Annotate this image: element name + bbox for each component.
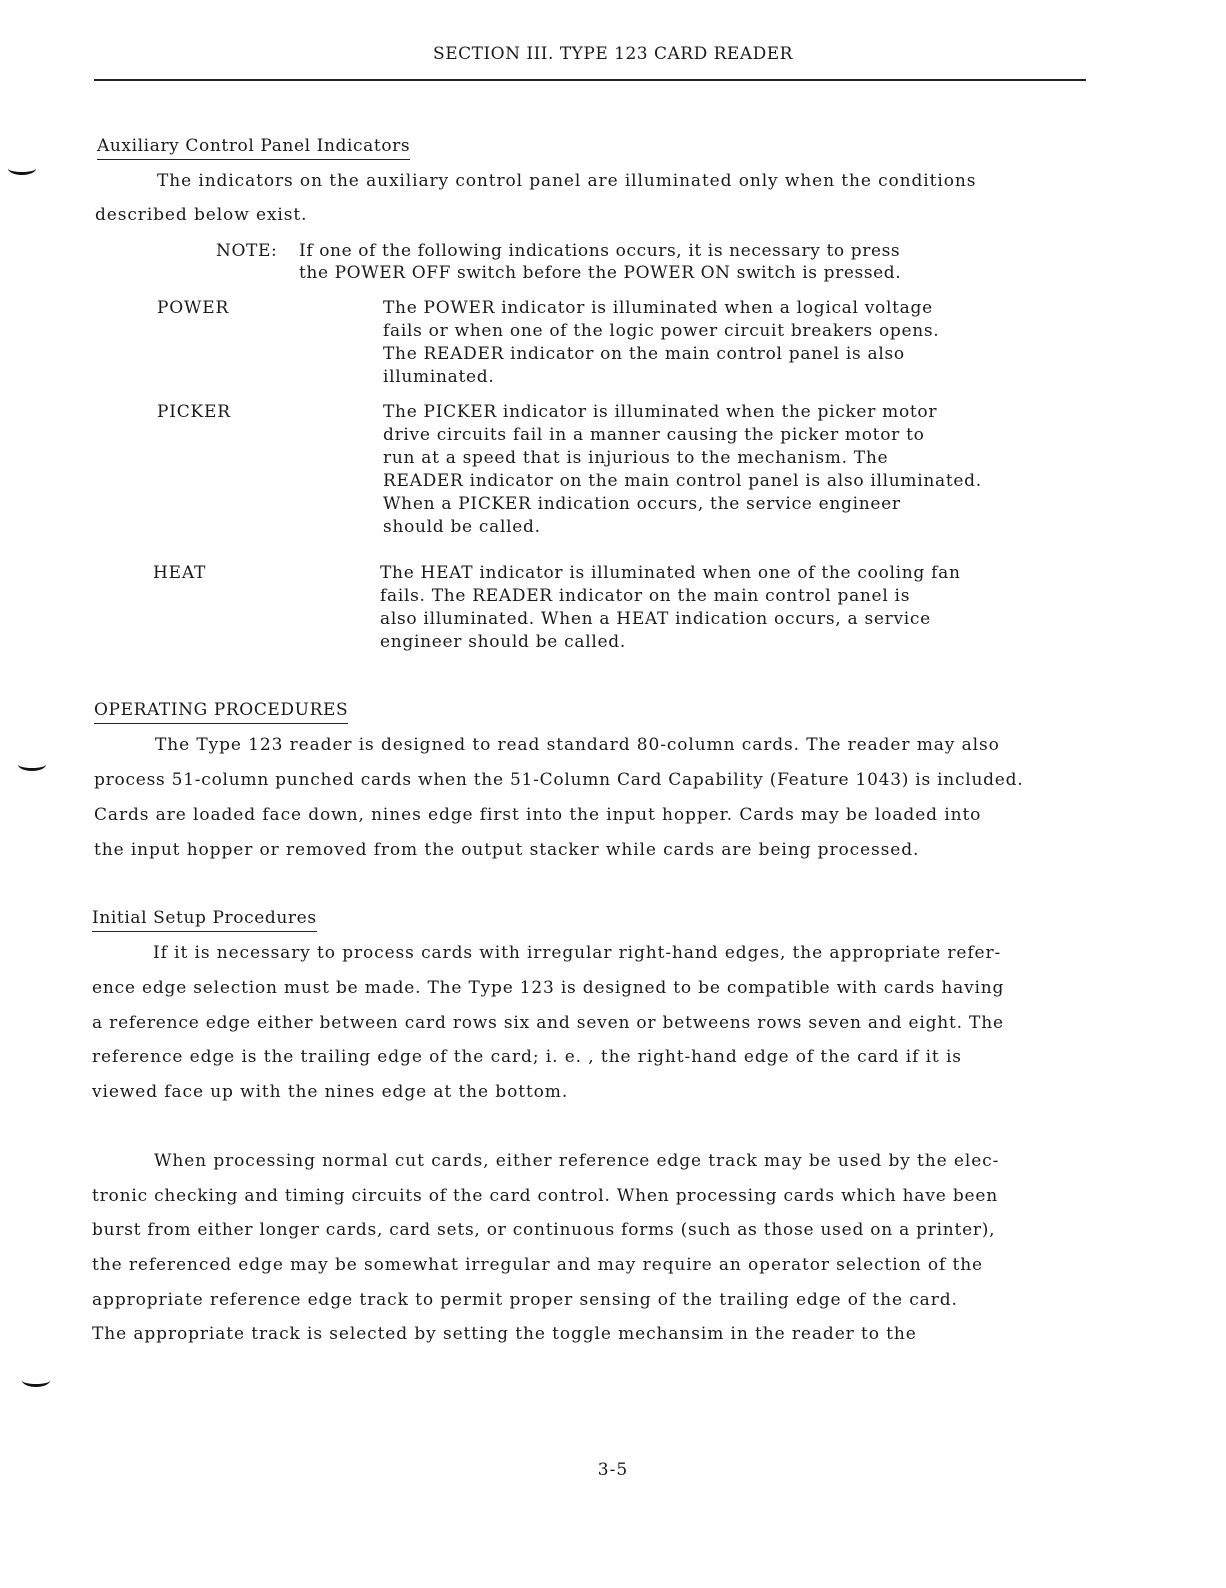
description-line: run at a speed that is injurious to the mechanism. The	[383, 448, 889, 468]
description-line: READER indicator on the main control panel is also illuminated.	[383, 471, 982, 491]
description-line: engineer should be called.	[380, 632, 626, 652]
note-line: If one of the following indications occurs, it is necessary to press	[299, 241, 901, 261]
header-rule	[94, 79, 1086, 81]
description-line: also illuminated. When a HEAT indication occurs, a service	[380, 609, 931, 629]
indicator-term-picker: PICKER	[157, 402, 231, 422]
description-line: The HEAT indicator is illuminated when one of the cooling fan	[380, 563, 961, 583]
paragraph-line: ence edge selection must be made. The Type 123 is designed to be compatible with cards having	[92, 978, 1005, 998]
paragraph-line: appropriate reference edge track to permit proper sensing of the trailing edge of the card.	[92, 1290, 958, 1310]
paragraph-line: a reference edge either between card rows six and seven or betweens rows seven and eight. The	[92, 1013, 1004, 1033]
paragraph-line: Cards are loaded face down, nines edge first into the input hopper. Cards may be loaded into	[94, 805, 982, 825]
section-heading-operating: OPERATING PROCEDURES	[94, 700, 348, 724]
description-line: fails. The READER indicator on the main control panel is	[380, 586, 911, 606]
indicator-term-power: POWER	[157, 298, 230, 318]
indicator-description-heat	[380, 562, 961, 654]
indicator-description-picker	[383, 401, 982, 539]
binder-mark	[22, 1374, 50, 1387]
description-line: The PICKER indicator is illuminated when the picker motor	[383, 402, 938, 422]
note-line: the POWER OFF switch before the POWER ON switch is pressed.	[299, 263, 902, 283]
page-header: SECTION III. TYPE 123 CARD READER	[433, 44, 793, 64]
section-heading-setup: Initial Setup Procedures	[92, 908, 317, 932]
paragraph-line: reference edge is the trailing edge of the card; i. e. , the right-hand edge of the card if it is	[92, 1047, 962, 1067]
note-label: NOTE:	[216, 241, 278, 261]
description-line: When a PICKER indication occurs, the service engineer	[383, 494, 901, 514]
description-line: illuminated.	[383, 367, 495, 387]
description-line: drive circuits fail in a manner causing the picker motor to	[383, 425, 925, 445]
description-line: fails or when one of the logic power circuit breakers opens.	[383, 321, 940, 341]
paragraph-line: viewed face up with the nines edge at the bottom.	[92, 1082, 569, 1102]
binder-mark	[8, 162, 36, 175]
paragraph-line: the referenced edge may be somewhat irregular and may require an operator selection of the	[92, 1255, 984, 1275]
description-line: The POWER indicator is illuminated when a logical voltage	[383, 298, 933, 318]
indicator-term-heat: HEAT	[153, 563, 207, 583]
section-heading-aux: Auxiliary Control Panel Indicators	[97, 136, 410, 160]
indicator-description-power	[383, 297, 939, 389]
description-line: should be called.	[383, 517, 541, 537]
page-number: 3-5	[597, 1460, 629, 1480]
paragraph-line: tronic checking and timing circuits of the card control. When processing cards which have been	[92, 1186, 998, 1206]
paragraph-line: process 51-column punched cards when the 51-Column Card Capability (Feature 1043) is included.	[94, 770, 1024, 790]
paragraph-line: The appropriate track is selected by setting the toggle mechansim in the reader to the	[92, 1324, 917, 1344]
paragraph-line: When processing normal cut cards, either reference edge track may be used by the elec-	[154, 1151, 1000, 1171]
paragraph-line: burst from either longer cards, card sets, or continuous forms (such as those used on a printer),	[92, 1220, 996, 1240]
description-line: The READER indicator on the main control panel is also	[383, 344, 905, 364]
paragraph-line: the input hopper or removed from the output stacker while cards are being processed.	[94, 840, 920, 860]
binder-mark	[18, 758, 46, 771]
paragraph-line: The indicators on the auxiliary control panel are illuminated only when the conditions	[157, 171, 977, 191]
paragraph-line: The Type 123 reader is designed to read standard 80-column cards. The reader may also	[155, 735, 1000, 755]
paragraph-line: If it is necessary to process cards with irregular right-hand edges, the appropriate refer-	[153, 943, 1002, 963]
paragraph-line: described below exist.	[95, 205, 308, 225]
